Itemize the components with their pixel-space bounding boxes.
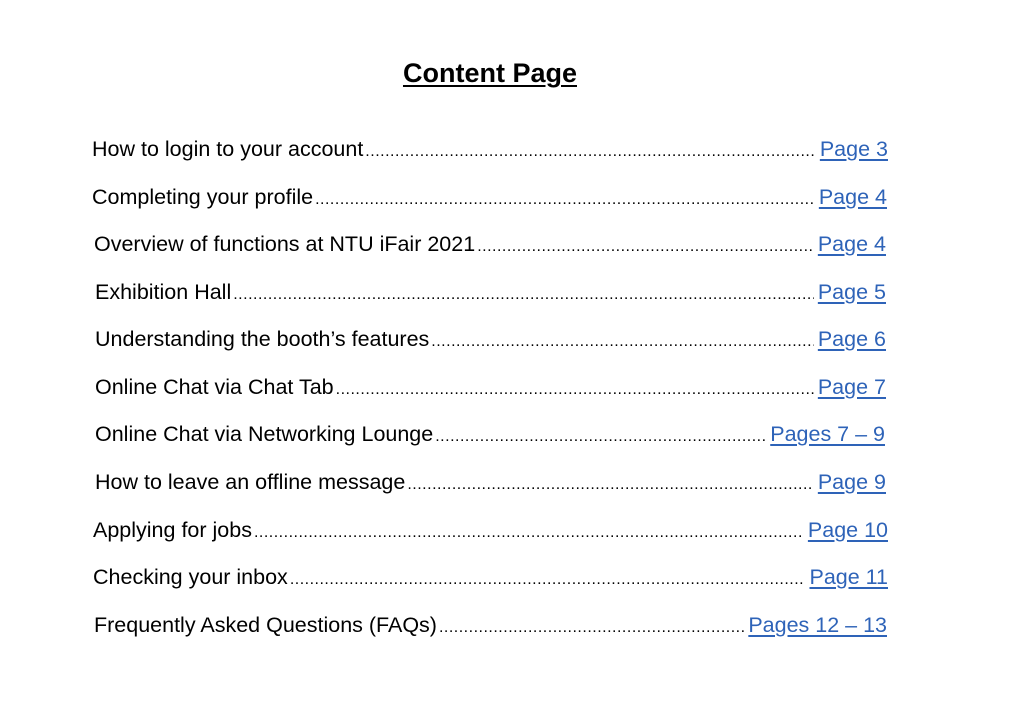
dot-leader (233, 286, 814, 304)
toc-entry-inbox (93, 565, 888, 595)
toc-entry-applying-jobs (93, 518, 888, 548)
toc-entry-networking-lounge (95, 422, 885, 452)
toc-page-link[interactable]: Page 6 (817, 327, 886, 351)
toc-entry-login (92, 137, 888, 167)
page-title: Content Page (402, 58, 577, 88)
toc-entry-label: How to login to your account (92, 137, 364, 161)
dot-leader (315, 191, 815, 209)
toc-entry-booth-features (95, 327, 886, 357)
dot-leader (365, 143, 816, 161)
toc-entry-label: Frequently Asked Questions (FAQs) (94, 613, 437, 637)
toc-entry-label: Online Chat via Chat Tab (95, 375, 334, 399)
dot-leader (336, 381, 814, 399)
toc-entry-faqs (94, 613, 887, 643)
toc-entry-label: Overview of functions at NTU iFair 2021 (94, 232, 476, 256)
toc-entry-overview (94, 232, 886, 262)
toc-page-link[interactable]: Page 7 (817, 375, 886, 399)
toc-page-link[interactable]: Pages 7 – 9 (770, 422, 885, 446)
toc-page-link[interactable]: Pages 12 – 13 (748, 613, 887, 637)
toc-entry-label: Exhibition Hall (95, 280, 232, 304)
dot-leader (431, 333, 814, 351)
dot-leader (477, 238, 814, 256)
toc-entry-label: Checking your inbox (93, 565, 288, 589)
dot-leader (254, 524, 804, 542)
toc-page-link[interactable]: Page 3 (819, 137, 888, 161)
toc-page-link[interactable]: Page 4 (817, 232, 886, 256)
toc-page-link[interactable]: Page 11 (809, 565, 888, 589)
toc-entry-chat-tab (95, 375, 886, 405)
toc-entry-label: How to leave an offline message (95, 470, 406, 494)
toc-entry-label: Applying for jobs (93, 518, 252, 542)
toc-page-link[interactable]: Page 9 (817, 470, 886, 494)
toc-entry-exhibition-hall (95, 280, 886, 310)
dot-leader (290, 571, 806, 589)
toc-entry-profile (92, 185, 887, 215)
dot-leader (439, 619, 744, 637)
toc-entry-offline-message (95, 470, 886, 500)
toc-entry-label: Understanding the booth’s features (95, 327, 430, 351)
toc-page-link[interactable]: Page 10 (807, 518, 888, 542)
toc-page-link[interactable]: Page 5 (817, 280, 886, 304)
dot-leader (435, 428, 766, 446)
toc-page-link[interactable]: Page 4 (818, 185, 887, 209)
toc-entry-label: Completing your profile (92, 185, 314, 209)
dot-leader (407, 476, 814, 494)
toc-entry-label: Online Chat via Networking Lounge (95, 422, 434, 446)
